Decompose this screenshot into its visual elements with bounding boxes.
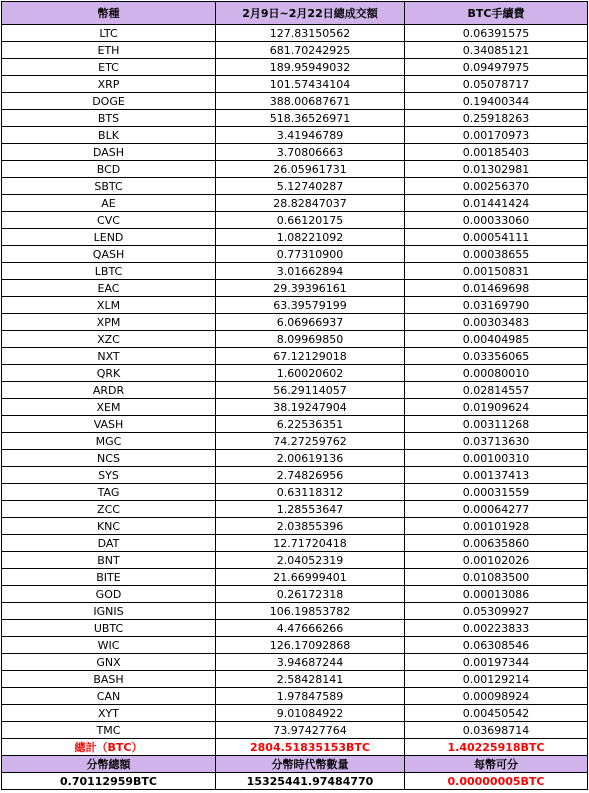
- volume-cell: 3.94687244: [216, 654, 405, 671]
- fee-cell: 0.00100310: [405, 450, 588, 467]
- table-header-row: [2, 2, 588, 25]
- header-btc-fee: BTC手續費: [405, 2, 588, 25]
- coin-cell: LBTC: [2, 263, 216, 280]
- coin-cell: BNT: [2, 552, 216, 569]
- coin-cell: XLM: [2, 297, 216, 314]
- table-row: [2, 76, 588, 93]
- table-row: [2, 399, 588, 416]
- volume-cell: 26.05961731: [216, 161, 405, 178]
- coin-cell: BTS: [2, 110, 216, 127]
- table-row: [2, 348, 588, 365]
- fee-cell: 0.00303483: [405, 314, 588, 331]
- volume-cell: 106.19853782: [216, 603, 405, 620]
- total-row: [2, 739, 588, 756]
- fee-cell: 0.25918263: [405, 110, 588, 127]
- table-row: [2, 467, 588, 484]
- volume-cell: 67.12129018: [216, 348, 405, 365]
- table-row: [2, 144, 588, 161]
- fee-cell: 0.00185403: [405, 144, 588, 161]
- volume-cell: 63.39579199: [216, 297, 405, 314]
- volume-cell: 101.57434104: [216, 76, 405, 93]
- fee-cell: 0.01083500: [405, 569, 588, 586]
- table-row: [2, 314, 588, 331]
- coin-cell: IGNIS: [2, 603, 216, 620]
- volume-cell: 2.74826956: [216, 467, 405, 484]
- fee-cell: 0.00033060: [405, 212, 588, 229]
- coin-cell: BLK: [2, 127, 216, 144]
- volume-cell: 2.58428141: [216, 671, 405, 688]
- fee-cell: 0.00197344: [405, 654, 588, 671]
- table-row: [2, 620, 588, 637]
- fee-cell: 0.00635860: [405, 535, 588, 552]
- fee-cell: 0.00170973: [405, 127, 588, 144]
- fee-cell: 0.00137413: [405, 467, 588, 484]
- volume-cell: 127.83150562: [216, 25, 405, 42]
- table-row: [2, 637, 588, 654]
- coin-cell: XRP: [2, 76, 216, 93]
- coin-cell: SYS: [2, 467, 216, 484]
- fee-cell: 0.00098924: [405, 688, 588, 705]
- table-row: [2, 518, 588, 535]
- coin-cell: TAG: [2, 484, 216, 501]
- fee-cell: 0.00054111: [405, 229, 588, 246]
- volume-cell: 74.27259762: [216, 433, 405, 450]
- coin-cell: UBTC: [2, 620, 216, 637]
- fee-cell: 0.00223833: [405, 620, 588, 637]
- fee-cell: 0.03356065: [405, 348, 588, 365]
- coin-cell: ZCC: [2, 501, 216, 518]
- table-row: [2, 246, 588, 263]
- fee-cell: 0.00064277: [405, 501, 588, 518]
- volume-cell: 681.70242925: [216, 42, 405, 59]
- table-row: [2, 569, 588, 586]
- fee-cell: 0.00102026: [405, 552, 588, 569]
- coin-cell: TMC: [2, 722, 216, 739]
- volume-cell: 126.17092868: [216, 637, 405, 654]
- coin-cell: DASH: [2, 144, 216, 161]
- total-fee: 1.40225918BTC: [405, 739, 588, 756]
- coin-cell: BITE: [2, 569, 216, 586]
- summary-header-row: [2, 756, 588, 773]
- fee-cell: 0.00256370: [405, 178, 588, 195]
- table-row: [2, 195, 588, 212]
- fee-cell: 0.03169790: [405, 297, 588, 314]
- fee-cell: 0.00031559: [405, 484, 588, 501]
- volume-cell: 29.39396161: [216, 280, 405, 297]
- volume-cell: 21.66999401: [216, 569, 405, 586]
- fee-cell: 0.05078717: [405, 76, 588, 93]
- coin-cell: NCS: [2, 450, 216, 467]
- table-row: [2, 586, 588, 603]
- fee-cell: 0.00038655: [405, 246, 588, 263]
- fee-cell: 0.00080010: [405, 365, 588, 382]
- volume-cell: 8.09969850: [216, 331, 405, 348]
- fee-cell: 0.00404985: [405, 331, 588, 348]
- coin-cell: XYT: [2, 705, 216, 722]
- volume-cell: 0.66120175: [216, 212, 405, 229]
- fee-cell: 0.01909624: [405, 399, 588, 416]
- coin-cell: QASH: [2, 246, 216, 263]
- coin-cell: XPM: [2, 314, 216, 331]
- fee-cell: 0.01469698: [405, 280, 588, 297]
- coin-cell: XZC: [2, 331, 216, 348]
- fee-cell: 0.03698714: [405, 722, 588, 739]
- total-label: 總計（BTC）: [2, 739, 216, 756]
- summary-row: [2, 773, 588, 790]
- table-row: [2, 552, 588, 569]
- table-row: [2, 603, 588, 620]
- fee-cell: 0.01302981: [405, 161, 588, 178]
- volume-cell: 189.95949032: [216, 59, 405, 76]
- fee-cell: 0.00013086: [405, 586, 588, 603]
- fee-cell: 0.01441424: [405, 195, 588, 212]
- fee-cell: 0.06391575: [405, 25, 588, 42]
- volume-cell: 12.71720418: [216, 535, 405, 552]
- fee-cell: 0.06308546: [405, 637, 588, 654]
- volume-cell: 4.47666266: [216, 620, 405, 637]
- table-row: [2, 59, 588, 76]
- table-row: [2, 501, 588, 518]
- fee-cell: 0.09497975: [405, 59, 588, 76]
- volume-cell: 3.70806663: [216, 144, 405, 161]
- table-body: [2, 25, 588, 739]
- table-row: [2, 365, 588, 382]
- total-volume: 2804.51835153BTC: [216, 739, 405, 756]
- table-row: [2, 42, 588, 59]
- table-row: [2, 178, 588, 195]
- summary-header-supply: 分幣時代幣數量: [216, 756, 405, 773]
- coin-cell: GNX: [2, 654, 216, 671]
- fee-cell: 0.19400344: [405, 93, 588, 110]
- coin-cell: ETH: [2, 42, 216, 59]
- table-row: [2, 671, 588, 688]
- volume-cell: 1.60020602: [216, 365, 405, 382]
- volume-cell: 6.22536351: [216, 416, 405, 433]
- volume-cell: 2.03855396: [216, 518, 405, 535]
- table-row: [2, 450, 588, 467]
- summary-header-per-coin: 每幣可分: [405, 756, 588, 773]
- table-row: [2, 297, 588, 314]
- summary-header-total: 分幣總額: [2, 756, 216, 773]
- volume-cell: 2.00619136: [216, 450, 405, 467]
- coin-cell: GOD: [2, 586, 216, 603]
- volume-cell: 1.97847589: [216, 688, 405, 705]
- summary-total: 0.70112959BTC: [2, 773, 216, 790]
- fee-cell: 0.00101928: [405, 518, 588, 535]
- coin-cell: WIC: [2, 637, 216, 654]
- coin-cell: NXT: [2, 348, 216, 365]
- fee-cell: 0.00450542: [405, 705, 588, 722]
- table-row: [2, 484, 588, 501]
- volume-cell: 38.19247904: [216, 399, 405, 416]
- fee-cell: 0.00311268: [405, 416, 588, 433]
- volume-cell: 1.08221092: [216, 229, 405, 246]
- table-row: [2, 433, 588, 450]
- coin-cell: AE: [2, 195, 216, 212]
- table-row: [2, 280, 588, 297]
- table-row: [2, 722, 588, 739]
- coin-cell: LEND: [2, 229, 216, 246]
- table-row: [2, 688, 588, 705]
- table-row: [2, 535, 588, 552]
- fee-distribution-table: [1, 1, 588, 790]
- coin-cell: BASH: [2, 671, 216, 688]
- volume-cell: 0.26172318: [216, 586, 405, 603]
- volume-cell: 388.00687671: [216, 93, 405, 110]
- volume-cell: 28.82847037: [216, 195, 405, 212]
- table-row: [2, 161, 588, 178]
- coin-cell: CAN: [2, 688, 216, 705]
- table-row: [2, 110, 588, 127]
- coin-cell: BCD: [2, 161, 216, 178]
- table-row: [2, 127, 588, 144]
- summary-per-coin: 0.00000005BTC: [405, 773, 588, 790]
- volume-cell: 56.29114057: [216, 382, 405, 399]
- fee-cell: 0.03713630: [405, 433, 588, 450]
- table-row: [2, 229, 588, 246]
- fee-cell: 0.00150831: [405, 263, 588, 280]
- header-total-volume: 2月9日~2月22日總成交額: [216, 2, 405, 25]
- table-row: [2, 654, 588, 671]
- volume-cell: 518.36526971: [216, 110, 405, 127]
- table-row: [2, 416, 588, 433]
- table-row: [2, 382, 588, 399]
- volume-cell: 9.01084922: [216, 705, 405, 722]
- table-row: [2, 705, 588, 722]
- fee-cell: 0.00129214: [405, 671, 588, 688]
- table-row: [2, 331, 588, 348]
- coin-cell: CVC: [2, 212, 216, 229]
- coin-cell: QRK: [2, 365, 216, 382]
- table-row: [2, 93, 588, 110]
- coin-cell: EAC: [2, 280, 216, 297]
- coin-cell: LTC: [2, 25, 216, 42]
- fee-cell: 0.34085121: [405, 42, 588, 59]
- coin-cell: XEM: [2, 399, 216, 416]
- fee-cell: 0.05309927: [405, 603, 588, 620]
- coin-cell: ARDR: [2, 382, 216, 399]
- coin-cell: DOGE: [2, 93, 216, 110]
- volume-cell: 3.41946789: [216, 127, 405, 144]
- table-row: [2, 25, 588, 42]
- volume-cell: 73.97427764: [216, 722, 405, 739]
- coin-cell: ETC: [2, 59, 216, 76]
- volume-cell: 5.12740287: [216, 178, 405, 195]
- coin-cell: MGC: [2, 433, 216, 450]
- volume-cell: 2.04052319: [216, 552, 405, 569]
- header-coin: 幣種: [2, 2, 216, 25]
- volume-cell: 0.77310900: [216, 246, 405, 263]
- volume-cell: 1.28553647: [216, 501, 405, 518]
- volume-cell: 3.01662894: [216, 263, 405, 280]
- volume-cell: 0.63118312: [216, 484, 405, 501]
- coin-cell: SBTC: [2, 178, 216, 195]
- table-row: [2, 212, 588, 229]
- volume-cell: 6.06966937: [216, 314, 405, 331]
- coin-cell: KNC: [2, 518, 216, 535]
- table-row: [2, 263, 588, 280]
- coin-cell: DAT: [2, 535, 216, 552]
- fee-cell: 0.02814557: [405, 382, 588, 399]
- summary-supply: 15325441.97484770: [216, 773, 405, 790]
- coin-cell: VASH: [2, 416, 216, 433]
